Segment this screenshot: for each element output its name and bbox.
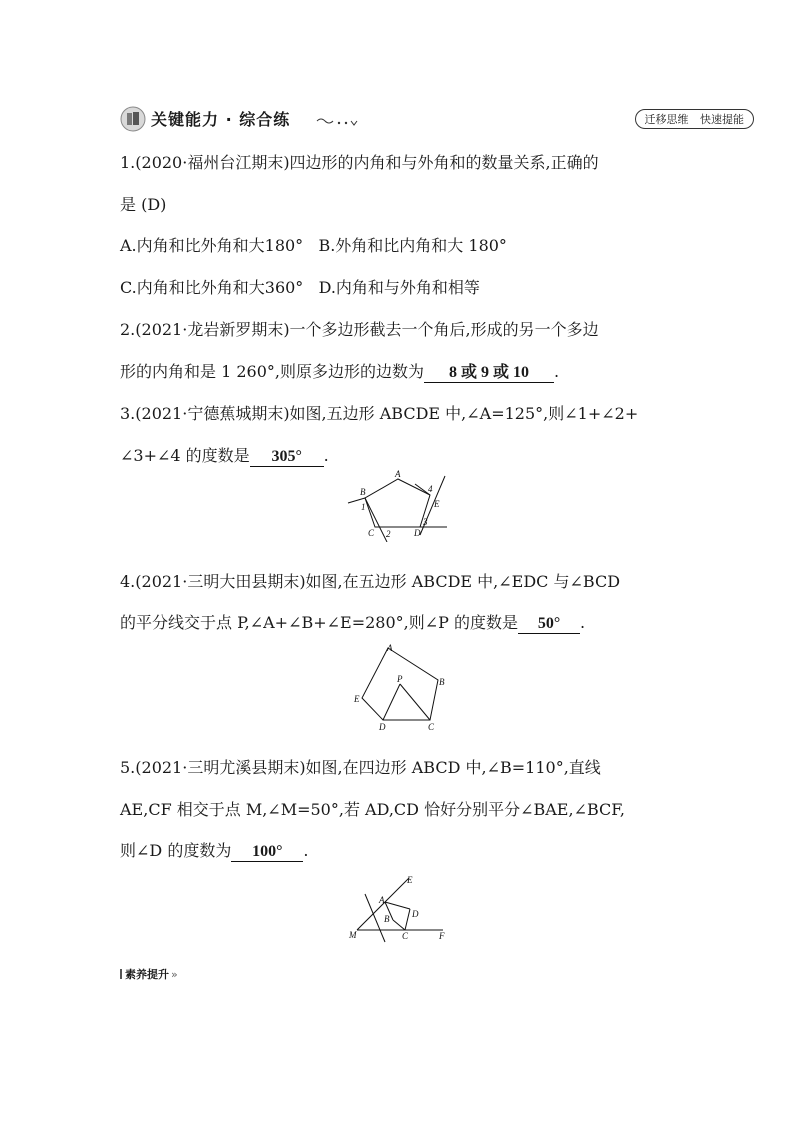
q4-label-c: C bbox=[428, 722, 435, 732]
bar-icon bbox=[120, 969, 122, 979]
q4-answer: 50° bbox=[518, 615, 580, 634]
q3-label-1: 1 bbox=[361, 502, 366, 512]
q3-label-c: C bbox=[368, 528, 375, 538]
q4-label-d: D bbox=[379, 722, 386, 732]
tag-transfer-thinking: 迁移思维 bbox=[644, 113, 689, 126]
book-icon bbox=[120, 106, 146, 132]
q3-period: . bbox=[323, 446, 329, 465]
q5-stem-line3 bbox=[120, 838, 308, 862]
q5-text: 则∠D 的度数为 bbox=[120, 841, 232, 860]
q3-label-4: 4 bbox=[428, 484, 433, 494]
q3-answer: 305° bbox=[250, 448, 324, 467]
q2-answer: 8 或 9 或 10 bbox=[424, 359, 554, 383]
q3-stem-line1: 3.(2021·宁德蕉城期末)如图,五边形 ABCDE 中,∠A=125°,则∠1+∠2+ bbox=[120, 404, 639, 423]
q5-label-e: E bbox=[407, 875, 413, 885]
q5-label-b: B bbox=[384, 914, 390, 924]
q2-text: 形的内角和是 1 260°,则原多边形的边数为 bbox=[120, 362, 424, 381]
q4-text: 的平分线交于点 P,∠A+∠B+∠E=280°,则∠P 的度数是 bbox=[120, 613, 519, 632]
wave-decoration-icon bbox=[315, 116, 360, 128]
q3-label-d: D bbox=[414, 528, 421, 538]
section-title: 关键能力 · 综合练 bbox=[151, 110, 291, 129]
q1-stem-line2: 是 (D) bbox=[120, 195, 167, 214]
q4-period: . bbox=[580, 613, 586, 632]
q5-period: . bbox=[303, 841, 309, 860]
q5-label-c: C bbox=[402, 931, 409, 941]
q3-text: ∠3+∠4 的度数是 bbox=[120, 446, 250, 465]
q4-stem-line1: 4.(2021·三明大田县期末)如图,在五边形 ABCDE 中,∠EDC 与∠BCD bbox=[120, 572, 621, 591]
q4-label-b: B bbox=[439, 677, 445, 687]
q4-stem-line2 bbox=[120, 610, 585, 634]
q1-stem-line1: 1.(2020·福州台江期末)四边形的内角和与外角和的数量关系,正确的 bbox=[120, 153, 599, 172]
section-header bbox=[120, 106, 760, 132]
q1-options-row1 bbox=[120, 233, 507, 256]
q4-label-a: A bbox=[387, 643, 393, 653]
q1-options-row2 bbox=[120, 275, 480, 298]
q3-label-3: 3 bbox=[423, 517, 428, 527]
q2-stem-line1: 2.(2021·龙岩新罗期末)一个多边形截去一个角后,形成的另一个多边 bbox=[120, 320, 599, 339]
q5-answer: 100° bbox=[231, 843, 303, 862]
q4-pentagon-figure bbox=[350, 642, 450, 734]
q3-stem-line2 bbox=[120, 443, 329, 467]
q3-pentagon-figure bbox=[345, 470, 455, 542]
q5-label-a: A bbox=[379, 895, 385, 905]
q4-label-e: E bbox=[354, 694, 360, 704]
q2-stem-line2 bbox=[120, 359, 559, 383]
q2-period: . bbox=[553, 362, 560, 381]
q5-stem-line1: 5.(2021·三明尤溪县期末)如图,在四边形 ABCD 中,∠B=110°,直线 bbox=[120, 758, 601, 777]
section-footer bbox=[120, 966, 178, 982]
tag-quick-improve: 快速提能 bbox=[700, 113, 744, 126]
q5-label-d: D bbox=[412, 909, 419, 919]
q3-label-e: E bbox=[434, 499, 440, 509]
q5-quadrilateral-figure bbox=[345, 872, 455, 944]
q3-label-b: B bbox=[360, 487, 366, 497]
q1-option-d: D.内角和与外角和相等 bbox=[318, 278, 480, 297]
q1-option-b: B.外角和比内角和大 180° bbox=[318, 236, 507, 255]
header-tags bbox=[635, 109, 755, 129]
q5-label-f: F bbox=[439, 931, 445, 941]
q5-stem-line2: AE,CF 相交于点 M,∠M=50°,若 AD,CD 恰好分别平分∠BAE,∠BCF, bbox=[120, 800, 625, 819]
q1-option-c: C.内角和比外角和大360° bbox=[120, 278, 304, 297]
q5-label-m: M bbox=[349, 930, 357, 940]
q3-label-2: 2 bbox=[386, 529, 391, 539]
footer-label: 素养提升 bbox=[125, 968, 169, 981]
q4-label-p: P bbox=[397, 674, 403, 684]
q1-option-a: A.内角和比外角和大180° bbox=[120, 236, 304, 255]
double-arrow-icon: » bbox=[171, 968, 178, 981]
q3-label-a: A bbox=[395, 470, 401, 479]
